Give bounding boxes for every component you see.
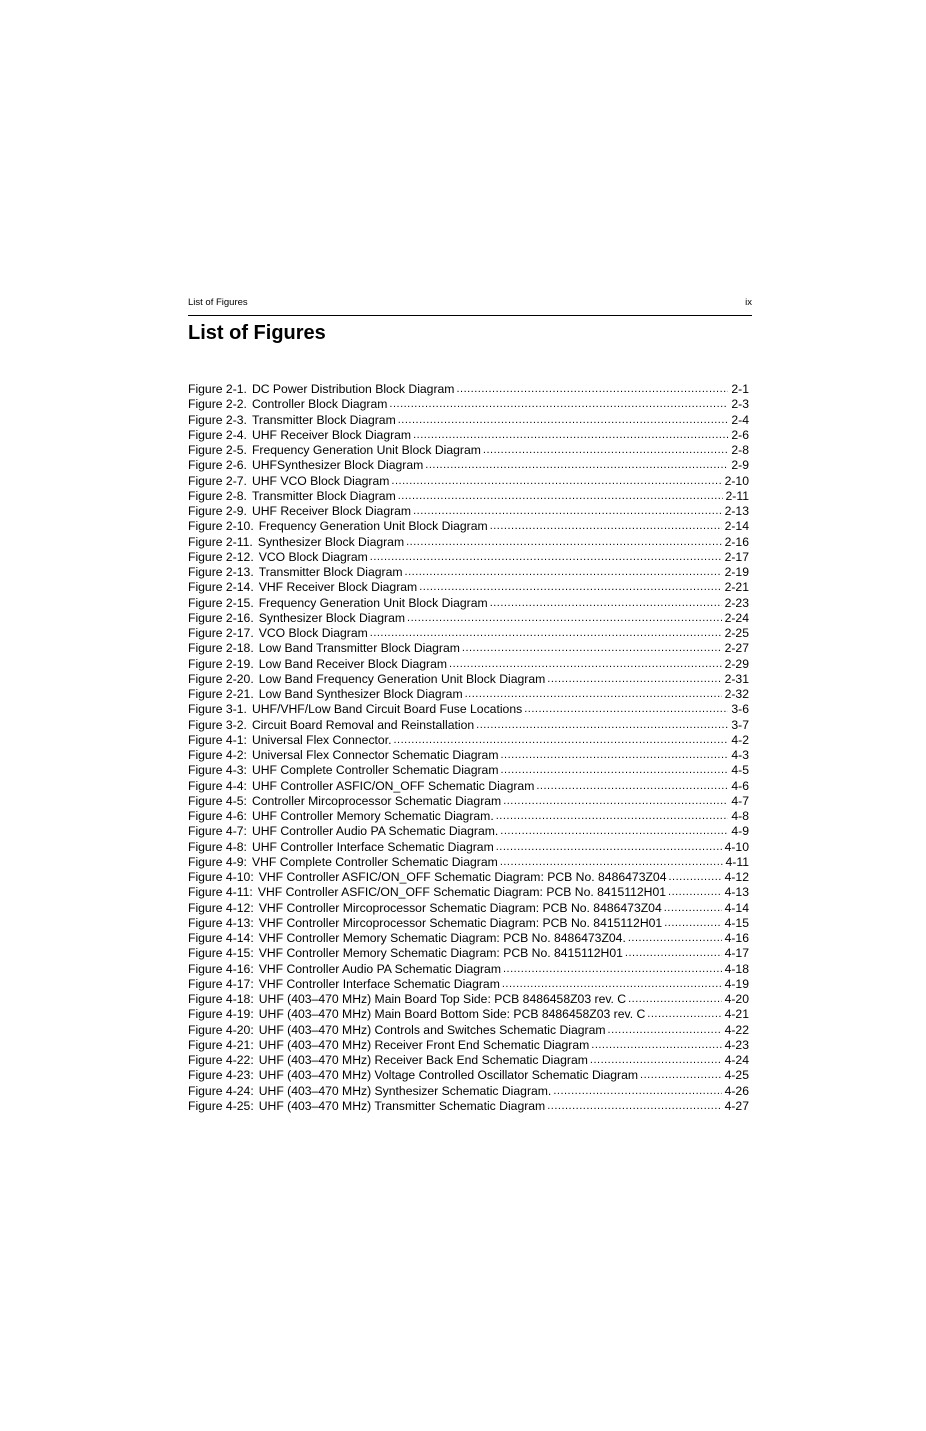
figure-entry-label xyxy=(188,580,419,595)
figure-number: Figure 4-1: xyxy=(188,732,247,747)
figure-list-entry[interactable] xyxy=(188,687,749,702)
figure-list-entry[interactable] xyxy=(188,428,749,443)
figure-entry-label xyxy=(188,382,456,397)
figure-entry-label xyxy=(188,687,465,702)
dot-leader xyxy=(664,916,721,931)
figure-list-entry[interactable] xyxy=(188,779,749,794)
figure-page-number: 3-6 xyxy=(731,702,749,717)
figure-list-entry[interactable] xyxy=(188,1068,749,1083)
figure-entry-label xyxy=(188,657,449,672)
figure-list-entry[interactable] xyxy=(188,580,749,595)
figure-entry-label xyxy=(188,916,664,931)
figure-page-number: 4-23 xyxy=(724,1037,749,1052)
figure-entry-label xyxy=(188,946,625,961)
figure-entry-label xyxy=(188,779,536,794)
figure-list-entry[interactable] xyxy=(188,474,749,489)
figure-list-entry[interactable] xyxy=(188,1007,749,1022)
figure-list-entry[interactable] xyxy=(188,946,749,961)
figure-page-number: 4-13 xyxy=(724,885,749,900)
figure-list-entry[interactable] xyxy=(188,519,749,534)
figure-page-number: 4-27 xyxy=(724,1098,749,1113)
figure-page-number: 2-17 xyxy=(724,549,749,564)
figure-number: Figure 2-10. xyxy=(188,519,254,534)
page-number: ix xyxy=(745,297,752,308)
figure-list-entry[interactable] xyxy=(188,931,749,946)
figure-page-number: 2-4 xyxy=(731,412,749,427)
figure-list-entry[interactable] xyxy=(188,1053,749,1068)
figure-entry-label xyxy=(188,733,393,748)
figure-entry-label xyxy=(188,977,502,992)
figure-list-entry[interactable] xyxy=(188,1023,749,1038)
figure-number: Figure 4-7: xyxy=(188,824,247,839)
dot-leader xyxy=(389,397,728,412)
figure-list-entry[interactable] xyxy=(188,870,749,885)
figure-page-number: 4-15 xyxy=(724,915,749,930)
dot-leader xyxy=(664,901,722,916)
dot-leader xyxy=(668,870,721,885)
figure-number: Figure 2-5. xyxy=(188,443,247,457)
figure-list-entry[interactable] xyxy=(188,489,749,504)
figure-page-number: 2-11 xyxy=(725,488,749,503)
figure-title: Low Band Receiver Block Diagram xyxy=(258,656,448,671)
figure-title: Low Band Frequency Generation Unit Block Diagram xyxy=(258,671,546,686)
figure-page-number: 4-11 xyxy=(725,854,749,869)
figure-title: Controller Block Diagram xyxy=(251,397,388,412)
figure-list-entry[interactable] xyxy=(188,733,749,748)
figure-list-entry[interactable] xyxy=(188,748,749,763)
dot-leader xyxy=(553,1084,721,1099)
figure-entry-label xyxy=(188,413,398,428)
figure-page-number: 4-19 xyxy=(724,976,749,991)
figure-entry-label xyxy=(188,809,496,824)
figure-entry-label xyxy=(188,626,370,641)
figure-title: UHF (403–470 MHz) Receiver Front End Schematic Diagram xyxy=(258,1037,590,1052)
figure-title: UHF Controller ASFIC/ON_OFF Schematic Diagram xyxy=(251,778,535,793)
figure-page-number: 2-27 xyxy=(724,641,749,656)
figure-page-number: 2-32 xyxy=(724,687,749,701)
figure-list-entry[interactable] xyxy=(188,382,749,397)
figure-list-entry[interactable] xyxy=(188,855,749,870)
figure-entry-label xyxy=(188,855,500,870)
figure-title: Transmitter Block Diagram xyxy=(251,488,396,503)
figure-number: Figure 4-11: xyxy=(188,885,253,900)
figure-number: Figure 2-18. xyxy=(188,641,254,656)
figure-page-number: 4-12 xyxy=(724,870,749,884)
dot-leader xyxy=(640,1068,722,1083)
figure-page-number: 4-7 xyxy=(731,793,749,808)
figure-number: Figure 4-10: xyxy=(188,870,254,884)
figure-title: Transmitter Block Diagram xyxy=(251,412,396,427)
figure-list-entry[interactable] xyxy=(188,535,749,550)
figure-entry-label xyxy=(188,474,391,489)
figure-page-number: 2-14 xyxy=(724,519,749,534)
header-divider xyxy=(188,315,752,316)
figure-page-number: 2-29 xyxy=(724,656,749,671)
figure-list-entry[interactable] xyxy=(188,794,749,809)
dot-leader xyxy=(608,1023,722,1038)
figure-title: UHF Controller Interface Schematic Diagram xyxy=(251,839,494,854)
figure-number: Figure 2-3. xyxy=(188,412,247,427)
figure-page-number: 4-5 xyxy=(731,763,749,778)
figure-entry-label xyxy=(188,565,405,580)
figure-page-number: 2-3 xyxy=(731,397,749,412)
dot-leader xyxy=(476,718,728,733)
dot-leader xyxy=(668,885,722,900)
figure-entry-label xyxy=(188,1038,591,1053)
figure-number: Figure 3-2. xyxy=(188,717,247,732)
figure-list-entry[interactable] xyxy=(188,641,749,656)
dot-leader xyxy=(591,1038,721,1053)
figure-title: VHF Controller Interface Schematic Diagram xyxy=(258,976,500,991)
dot-leader xyxy=(391,474,721,489)
dot-leader xyxy=(483,443,728,458)
figure-entry-label xyxy=(188,748,501,763)
figure-number: Figure 4-3: xyxy=(188,763,247,778)
figure-number: Figure 2-2. xyxy=(188,397,247,412)
figure-list-entry[interactable] xyxy=(188,1038,749,1053)
figure-list-entry[interactable] xyxy=(188,397,749,412)
figure-number: Figure 4-16: xyxy=(188,961,254,976)
dot-leader xyxy=(413,428,728,443)
figure-list-entry[interactable] xyxy=(188,840,749,855)
figure-title: UHF (403–470 MHz) Transmitter Schematic Diagram xyxy=(258,1098,546,1113)
figure-title: VHF Controller Mircoprocessor Schematic Diagram: PCB No. 8486473Z04 xyxy=(258,900,662,915)
figure-number: Figure 2-9. xyxy=(188,504,247,518)
figure-title: VHF Controller Memory Schematic Diagram: PCB No. 8486473Z04. xyxy=(258,931,626,945)
dot-leader xyxy=(413,504,722,519)
figure-entry-label xyxy=(188,901,664,916)
figure-list-entry[interactable] xyxy=(188,626,749,641)
figure-title: UHF Complete Controller Schematic Diagram xyxy=(251,763,499,778)
figure-number: Figure 4-15: xyxy=(188,946,254,961)
figure-title: UHF (403–470 MHz) Voltage Controlled Oscillator Schematic Diagram xyxy=(258,1068,639,1083)
figure-page-number: 4-21 xyxy=(724,1007,749,1022)
dot-leader xyxy=(465,687,722,702)
figure-entry-label xyxy=(188,489,398,504)
figure-number: Figure 2-1. xyxy=(188,382,247,396)
dot-leader xyxy=(625,946,722,961)
figure-list-entry[interactable] xyxy=(188,458,749,473)
figure-page-number: 2-1 xyxy=(731,382,749,396)
figure-entry-label xyxy=(188,702,524,717)
dot-leader xyxy=(503,962,722,977)
figure-title: Synthesizer Block Diagram xyxy=(257,534,405,549)
dot-leader xyxy=(419,580,721,595)
figure-list-entry[interactable] xyxy=(188,1099,749,1114)
figure-list-entry[interactable] xyxy=(188,565,749,580)
figure-number: Figure 4-18: xyxy=(188,992,254,1006)
figure-page-number: 2-9 xyxy=(731,458,749,473)
figure-list-entry[interactable] xyxy=(188,962,749,977)
figure-title: VHF Complete Controller Schematic Diagram xyxy=(251,854,498,869)
figure-number: Figure 2-15. xyxy=(188,595,254,610)
dot-leader xyxy=(462,641,722,656)
dot-leader xyxy=(490,596,722,611)
dot-leader xyxy=(503,794,728,809)
dot-leader xyxy=(456,382,728,397)
figure-list-entry[interactable] xyxy=(188,824,749,839)
page-title: List of Figures xyxy=(188,322,326,344)
figure-title: Low Band Synthesizer Block Diagram xyxy=(258,687,463,701)
figure-title: VHF Controller ASFIC/ON_OFF Schematic Diagram: PCB No. 8415112H01 xyxy=(257,885,667,900)
figure-entry-label xyxy=(188,1023,608,1038)
figure-title: Frequency Generation Unit Block Diagram xyxy=(258,595,488,610)
figure-page-number: 2-23 xyxy=(724,595,749,610)
figure-title: UHFSynthesizer Block Diagram xyxy=(251,458,424,473)
figure-number: Figure 4-14: xyxy=(188,931,254,945)
figure-title: Frequency Generation Unit Block Diagram xyxy=(251,443,481,457)
figure-number: Figure 2-17. xyxy=(188,626,254,640)
figure-page-number: 4-22 xyxy=(724,1022,749,1037)
figure-number: Figure 4-24: xyxy=(188,1083,254,1098)
figure-title: UHF Receiver Block Diagram xyxy=(251,504,412,518)
figure-number: Figure 2-8. xyxy=(188,488,247,503)
figure-number: Figure 2-6. xyxy=(188,458,247,473)
figure-number: Figure 4-9: xyxy=(188,854,247,869)
figure-entry-label xyxy=(188,718,476,733)
figure-title: VHF Controller Mircoprocessor Schematic Diagram: PCB No. 8415112H01 xyxy=(258,915,663,930)
figure-entry-label xyxy=(188,1068,640,1083)
running-header-title: List of Figures xyxy=(188,297,248,308)
figure-list-entry[interactable] xyxy=(188,763,749,778)
figure-page-number: 2-10 xyxy=(724,473,749,488)
figure-list-entry[interactable] xyxy=(188,413,749,428)
figure-number: Figure 4-4: xyxy=(188,778,247,793)
figure-page-number: 4-17 xyxy=(724,946,749,961)
figure-entry-label xyxy=(188,992,628,1007)
figure-page-number: 3-7 xyxy=(731,717,749,732)
dot-leader xyxy=(547,1099,721,1114)
figure-entry-label xyxy=(188,962,503,977)
dot-leader xyxy=(425,458,728,473)
figure-entry-label xyxy=(188,1084,553,1099)
figure-title: Circuit Board Removal and Reinstallation xyxy=(251,717,475,732)
figure-entry-label xyxy=(188,519,490,534)
figure-title: VCO Block Diagram xyxy=(258,626,368,640)
dot-leader xyxy=(536,779,728,794)
figure-title: VHF Controller Memory Schematic Diagram: PCB No. 8415112H01 xyxy=(258,946,623,961)
figure-page-number: 4-8 xyxy=(731,809,749,823)
dot-leader xyxy=(449,657,722,672)
figure-title: VHF Controller ASFIC/ON_OFF Schematic Diagram: PCB No. 8486473Z04 xyxy=(258,870,667,884)
figure-page-number: 2-31 xyxy=(724,671,749,686)
figure-page-number: 4-3 xyxy=(731,748,749,762)
figure-number: Figure 4-21: xyxy=(188,1037,254,1052)
figure-page-number: 4-9 xyxy=(731,824,749,839)
figure-entry-label xyxy=(188,641,462,656)
figure-title: UHF (403–470 MHz) Synthesizer Schematic Diagram. xyxy=(258,1083,552,1098)
figure-title: VHF Receiver Block Diagram xyxy=(258,580,418,595)
figure-number: Figure 3-1. xyxy=(188,702,247,717)
figure-entry-label xyxy=(188,885,668,900)
figure-number: Figure 2-4. xyxy=(188,427,247,442)
figure-entry-label xyxy=(188,1099,547,1114)
figure-title: UHF Controller Audio PA Schematic Diagram. xyxy=(251,824,499,839)
figure-list-entry[interactable] xyxy=(188,901,749,916)
figure-number: Figure 4-25: xyxy=(188,1098,254,1113)
dot-leader xyxy=(496,840,722,855)
figure-list-entry[interactable] xyxy=(188,1084,749,1099)
figure-title: Controller Mircoprocessor Schematic Diagram xyxy=(251,793,502,808)
figure-entry-label xyxy=(188,794,503,809)
figure-entry-label xyxy=(188,840,496,855)
figure-number: Figure 2-21. xyxy=(188,687,254,701)
figure-page-number: 2-24 xyxy=(724,610,749,625)
figure-entry-label xyxy=(188,870,668,885)
figure-entry-label xyxy=(188,535,406,550)
figure-list xyxy=(188,382,749,1114)
figure-entry-label xyxy=(188,458,425,473)
figure-number: Figure 2-19. xyxy=(188,656,254,671)
figure-number: Figure 2-16. xyxy=(188,610,254,625)
figure-title: Frequency Generation Unit Block Diagram xyxy=(258,519,488,534)
figure-number: Figure 4-13: xyxy=(188,915,254,930)
dot-leader xyxy=(500,824,728,839)
figure-number: Figure 2-11. xyxy=(188,534,253,549)
figure-entry-label xyxy=(188,611,407,626)
figure-entry-label xyxy=(188,550,370,565)
figure-list-entry[interactable] xyxy=(188,809,749,824)
dot-leader xyxy=(398,413,729,428)
dot-leader xyxy=(647,1007,721,1022)
figure-page-number: 2-8 xyxy=(731,443,749,457)
dot-leader xyxy=(524,702,728,717)
figure-title: Universal Flex Connector Schematic Diagram xyxy=(251,748,499,762)
figure-page-number: 2-19 xyxy=(724,565,749,579)
figure-title: Low Band Transmitter Block Diagram xyxy=(258,641,460,656)
figure-page-number: 4-2 xyxy=(731,732,749,747)
figure-number: Figure 4-20: xyxy=(188,1022,254,1037)
figure-number: Figure 4-22: xyxy=(188,1053,254,1067)
figure-page-number: 2-6 xyxy=(731,427,749,442)
figure-entry-label xyxy=(188,672,547,687)
dot-leader xyxy=(370,626,722,641)
figure-page-number: 4-25 xyxy=(724,1068,749,1083)
figure-title: UHF Controller Memory Schematic Diagram. xyxy=(251,809,494,823)
figure-title: VCO Block Diagram xyxy=(258,549,368,564)
figure-list-entry[interactable] xyxy=(188,443,749,458)
figure-entry-label xyxy=(188,443,483,458)
dot-leader xyxy=(547,672,721,687)
dot-leader xyxy=(500,855,723,870)
figure-page-number: 4-6 xyxy=(731,778,749,793)
figure-list-entry[interactable] xyxy=(188,657,749,672)
figure-list-entry[interactable] xyxy=(188,718,749,733)
figure-number: Figure 4-5: xyxy=(188,793,247,808)
figure-title: VHF Controller Audio PA Schematic Diagram xyxy=(258,961,501,976)
figure-number: Figure 4-6: xyxy=(188,809,247,823)
figure-page-number: 4-14 xyxy=(724,900,749,915)
dot-leader xyxy=(407,611,722,626)
figure-list-entry[interactable] xyxy=(188,992,749,1007)
figure-page-number: 4-24 xyxy=(724,1053,749,1067)
dot-leader xyxy=(496,809,729,824)
figure-list-entry[interactable] xyxy=(188,885,749,900)
dot-leader xyxy=(370,550,722,565)
figure-page-number: 4-18 xyxy=(724,961,749,976)
figure-page-number: 4-26 xyxy=(724,1083,749,1098)
dot-leader xyxy=(501,748,729,763)
dot-leader xyxy=(405,565,722,580)
figure-number: Figure 4-8: xyxy=(188,839,247,854)
figure-list-entry[interactable] xyxy=(188,702,749,717)
figure-list-entry[interactable] xyxy=(188,977,749,992)
dot-leader xyxy=(502,977,722,992)
dot-leader xyxy=(628,992,721,1007)
figure-page-number: 4-20 xyxy=(724,992,749,1006)
figure-number: Figure 2-14. xyxy=(188,580,254,595)
dot-leader xyxy=(490,519,722,534)
figure-page-number: 2-16 xyxy=(724,534,749,549)
figure-page-number: 4-16 xyxy=(724,931,749,945)
dot-leader xyxy=(590,1053,722,1068)
figure-entry-label xyxy=(188,931,628,946)
figure-title: Transmitter Block Diagram xyxy=(258,565,403,579)
figure-title: Universal Flex Connector. xyxy=(251,732,392,747)
figure-entry-label xyxy=(188,397,389,412)
dot-leader xyxy=(406,535,721,550)
figure-title: UHF (403–470 MHz) Controls and Switches Schematic Diagram xyxy=(258,1022,606,1037)
figure-entry-label xyxy=(188,763,500,778)
dot-leader xyxy=(500,763,728,778)
figure-page-number: 4-10 xyxy=(724,839,749,854)
figure-number: Figure 4-17: xyxy=(188,976,254,991)
figure-list-entry[interactable] xyxy=(188,916,749,931)
figure-page-number: 2-13 xyxy=(724,504,749,518)
figure-entry-label xyxy=(188,1053,590,1068)
figure-list-entry[interactable] xyxy=(188,596,749,611)
figure-list-entry[interactable] xyxy=(188,672,749,687)
figure-title: UHF/VHF/Low Band Circuit Board Fuse Locations xyxy=(251,702,523,717)
figure-title: Synthesizer Block Diagram xyxy=(258,610,406,625)
dot-leader xyxy=(628,931,722,946)
figure-number: Figure 2-7. xyxy=(188,473,247,488)
figure-list-entry[interactable] xyxy=(188,504,749,519)
figure-number: Figure 4-12: xyxy=(188,900,254,915)
figure-number: Figure 4-2: xyxy=(188,748,247,762)
figure-number: Figure 2-12. xyxy=(188,549,254,564)
page-header xyxy=(188,297,752,311)
figure-title: UHF VCO Block Diagram xyxy=(251,473,390,488)
figure-title: DC Power Distribution Block Diagram xyxy=(251,382,455,396)
figure-number: Figure 4-23: xyxy=(188,1068,254,1083)
dot-leader xyxy=(393,733,728,748)
figure-title: UHF Receiver Block Diagram xyxy=(251,427,412,442)
figure-list-entry[interactable] xyxy=(188,611,749,626)
figure-title: UHF (403–470 MHz) Receiver Back End Schematic Diagram xyxy=(258,1053,588,1067)
figure-entry-label xyxy=(188,596,490,611)
dot-leader xyxy=(398,489,723,504)
figure-title: UHF (403–470 MHz) Main Board Top Side: PCB 8486458Z03 rev. C xyxy=(258,992,627,1006)
figure-page-number: 2-21 xyxy=(724,580,749,595)
figure-entry-label xyxy=(188,504,413,519)
figure-list-entry[interactable] xyxy=(188,550,749,565)
figure-entry-label xyxy=(188,824,500,839)
figure-number: Figure 2-20. xyxy=(188,671,254,686)
figure-entry-label xyxy=(188,428,413,443)
figure-page-number: 2-25 xyxy=(724,626,749,640)
figure-number: Figure 2-13. xyxy=(188,565,254,579)
figure-entry-label xyxy=(188,1007,647,1022)
figure-title: UHF (403–470 MHz) Main Board Bottom Side: PCB 8486458Z03 rev. C xyxy=(258,1007,646,1022)
figure-number: Figure 4-19: xyxy=(188,1007,254,1022)
